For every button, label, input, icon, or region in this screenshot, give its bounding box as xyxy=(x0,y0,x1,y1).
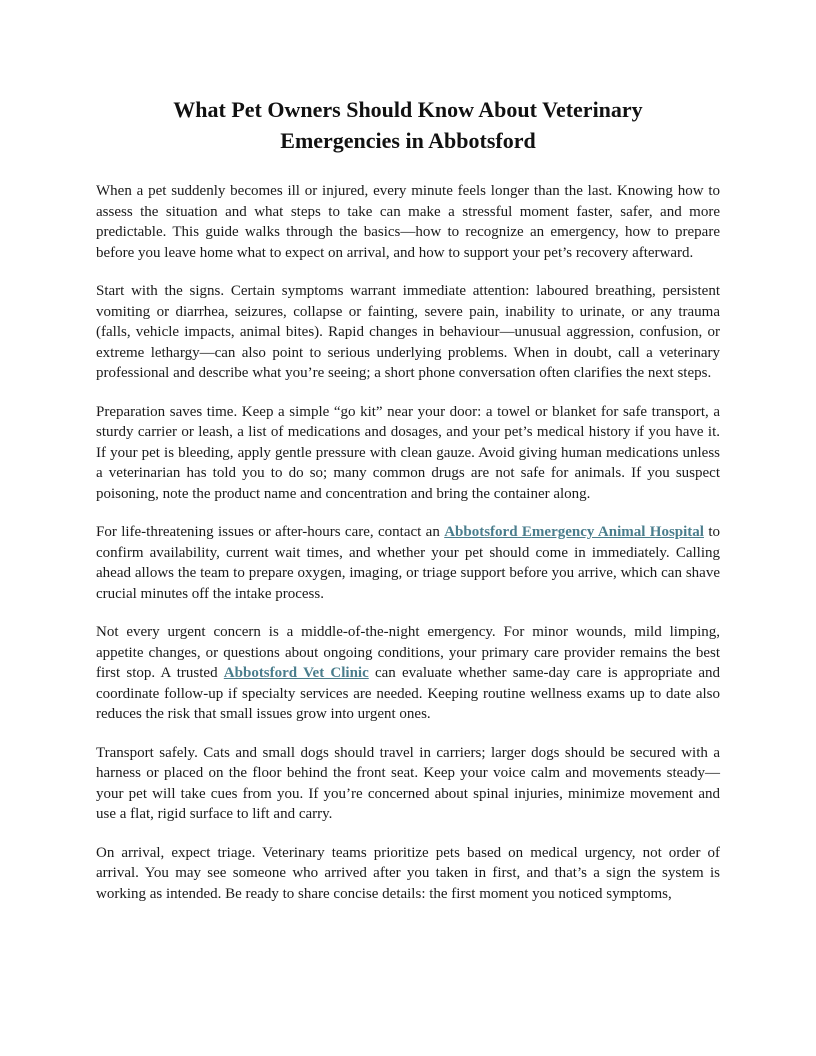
paragraph-arrival: On arrival, expect triage. Veterinary teams prioritize pets based on medical urgency, not order of arrival. You may see someone who arrived after you taken in first, and that’s a sign the system is working as intended. Be ready to share concise details: the first moment you noticed symptoms, xyxy=(96,844,720,902)
paragraph-text: For life-threatening issues or after-hours care, contact an xyxy=(96,524,445,540)
emergency-hospital-link[interactable]: Abbotsford Emergency Animal Hospital xyxy=(444,524,704,540)
paragraph-emergency-hospital xyxy=(96,522,720,604)
paragraph-intro: When a pet suddenly becomes ill or injured, every minute feels longer than the last. Knowing how to assess the situation and what steps to take can make a stressful moment faster, safer, and more predictable. This guide walks through the basics—how to recognize an emergency, how to prepare before you leave home what to expect on arrival, and how to support your pet’s recovery afterward. xyxy=(96,183,720,261)
paragraph-text: to confirm availability, current wait times, and whether your pet should come in immediately. Calling ahead allows the team to prepare oxygen, imaging, or triage support before you arrive, which can shave crucial minutes off the intake process. xyxy=(96,524,720,602)
paragraph-text: can evaluate whether same-day care is appropriate and coordinate follow-up if specialty services are needed. Keeping routine wellness exams up to date also reduces the risk that small issues grow into urgent ones. xyxy=(96,665,720,722)
page-title xyxy=(96,94,720,156)
title-line-2: Emergencies in Abbotsford xyxy=(280,128,536,153)
paragraph-text: Not every urgent concern is a middle-of-the-night emergency. For minor wounds, mild limping, appetite changes, or questions about ongoing conditions, your primary care provider remains the best first stop. A trusted xyxy=(96,624,720,681)
document-page xyxy=(96,94,720,922)
vet-clinic-link[interactable]: Abbotsford Vet Clinic xyxy=(223,665,369,681)
paragraph-vet-clinic xyxy=(96,622,720,725)
paragraph-preparation: Preparation saves time. Keep a simple “go kit” near your door: a towel or blanket for safe transport, a sturdy carrier or leash, a list of medications and dosages, and your pet’s medical history if you have it. If your pet is bleeding, apply gentle pressure with clean gauze. Avoid giving human medications unless a veterinarian has told you to do so; many common drugs are not safe for animals. If you suspect poisoning, note the product name and concentration and bring the container along. xyxy=(96,403,720,502)
paragraph-signs: Start with the signs. Certain symptoms warrant immediate attention: laboured breathing, persistent vomiting or diarrhea, seizures, collapse or fainting, severe pain, inability to urinate, or any trauma (falls, vehicle impacts, animal bites). Rapid changes in behaviour—unusual aggression, confusion, or extreme lethargy—can also point to serious underlying problems. When in doubt, call a veterinary professional and describe what you’re seeing; a short phone conversation often clarifies the next steps. xyxy=(96,283,720,381)
title-line-1: What Pet Owners Should Know About Veterinary xyxy=(173,97,643,122)
paragraph-transport: Transport safely. Cats and small dogs should travel in carriers; larger dogs should be secured with a harness or placed on the floor behind the front seat. Keep your voice calm and movements steady—your pet will take cues from you. If you’re concerned about spinal injuries, minimize movement and use a flat, rigid surface to lift and carry. xyxy=(96,744,720,822)
